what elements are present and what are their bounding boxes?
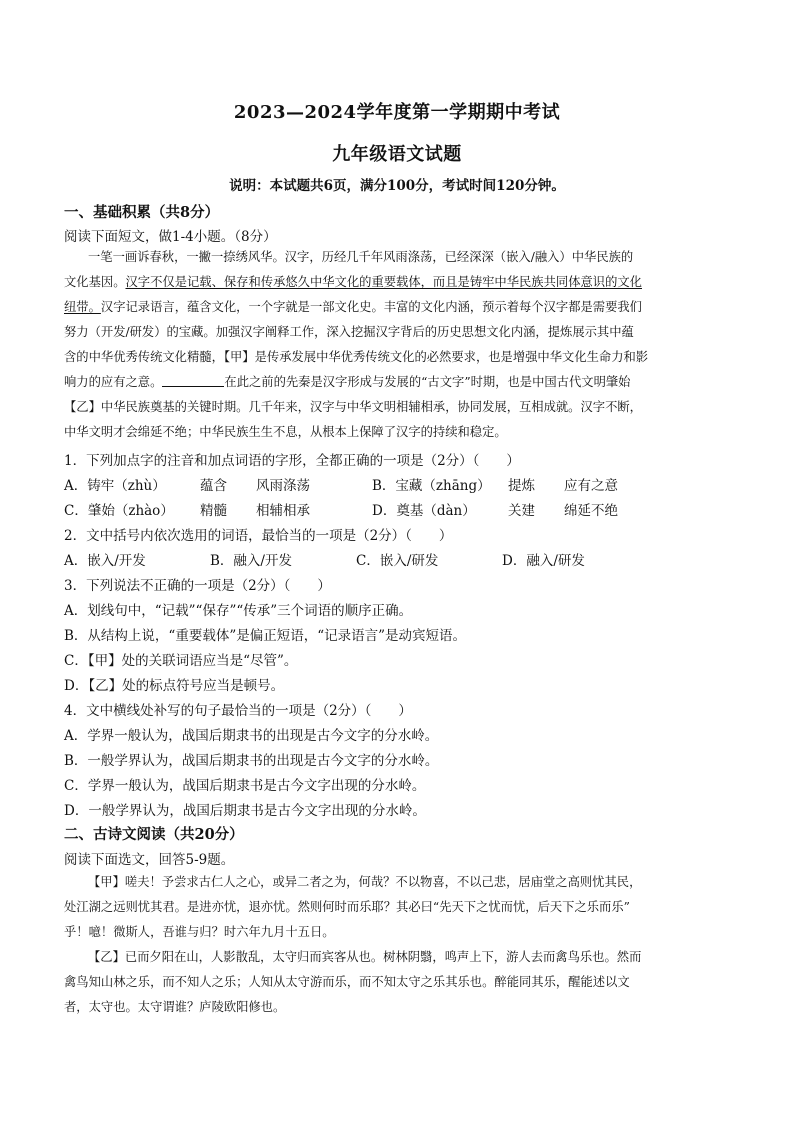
- passage-line: 一笔一画诉春秋，一撇一捺绣风华。汉字，历经几千年风雨涤荡，已经深深（嵌入/融入）中华民族的: [88, 250, 634, 264]
- passage-line: 【甲】嗟夫！予尝求古仁人之心，或异二者之为，何哉？不以物喜，不以己悲，居庙堂之高则忧其民，: [88, 875, 642, 889]
- passage-line: 文化基因。汉字不仅是记载、保存和传承悠久中华文化的重要载体，而且是铸牢中华民族共同体意识的文化: [64, 275, 642, 289]
- q2-option-a: A．嵌入/开发: [64, 553, 146, 569]
- question-3-stem: 3．下列说法不正确的一项是（2分）（ ）: [64, 578, 331, 594]
- exam-subtitle: 九年级语文试题: [332, 144, 462, 165]
- q2-option-c: C．嵌入/研发: [356, 553, 439, 569]
- underlined-sentence-end: 纽带。: [64, 300, 101, 314]
- q3-option-b: B．从结构上说，“重要载体”是偏正短语，“记录语言”是动宾短语。: [64, 628, 467, 644]
- passage-line: 响力的应有之意。 在此之前的先秦是汉字形成与发展的“古文字”时期，也是中国古代文明肇始: [64, 375, 631, 389]
- q4-option-b: B．一般学界认为，战国后期隶书的出现是古今文字的分水岭。: [64, 753, 439, 769]
- exam-title: 2023—2024学年度第一学期期中考试: [233, 102, 561, 123]
- question-2-stem: 2．文中括号内依次选用的词语，最恰当的一项是（2分）（ ）: [64, 528, 453, 544]
- q3-option-c: C．【甲】处的关联词语应当是“尽管”。: [64, 653, 298, 669]
- section2-heading: 二、古诗文阅读（共20分）: [64, 826, 244, 843]
- section1-heading: 一、基础积累（共8分）: [64, 204, 220, 221]
- passage-line: 【乙】中华民族奠基的关键时期。几千年来，汉字与中华文明相辅相承，协同发展，互相成就。汉字不断，: [64, 400, 642, 414]
- underlined-sentence: 汉字不仅是记载、保存和传承悠久中华文化的重要载体，而且是铸牢中华民族共同体意识的文化: [125, 275, 642, 289]
- passage-line: 努力（开发/研发）的宝藏。加强汉字阐释工作，深入挖掘汉字背后的历史思想文化内涵，提炼展示其中蕴: [64, 325, 634, 339]
- question-1-stem: 1．下列加点字的注音和加点词语的字形，全都正确的一项是（2分）（ ）: [64, 453, 520, 469]
- passage-line: 处江湖之远则忧其君。是进亦忧，退亦忧。然则何时而乐耶？其必曰“先天下之忧而忧，后天下之乐而乐”: [64, 900, 630, 914]
- exam-page: 2023—2024学年度第一学期期中考试 九年级语文试题 说明：本试题共6页，满分100分，考试时间120分钟。 一、基础积累（共8分） 阅读下面短文，做1-4小题。（8分） 一笔一画诉春秋，一撇一捺绣风华。汉字，历经几千年风雨涤荡，已经深深（嵌入/融入）中华民族的 文化基因。汉字不仅是记载、保存和传承悠久中华文化的重要载体，而且是铸牢中华民族共同体意识的文化 纽带。汉字记录语言，蕴含文化，一个字就是一部文化史。丰富的文化内涵，预示着每个汉字都是需要我们 努力（开发/研发）的宝藏。加强汉字阐释工作，深入挖掘汉字背后的历史思想文化内涵，提炼展示其中蕴 含的中华优秀传统文化精髓，【甲】是传承发展中华优秀传统文化的必然要求，也是增强中华文化生命力和影 响力的应有之意。 在此之前的先秦是汉字形成与发展的“古文字”时期，也是中国古代文明肇始 【乙】中华民族奠基的关键时期。几千年来，汉字与中华文明相辅相承，协同发展，互相成就。汉字不断， 中华文明才会绵延不绝；中华民族生生不息，从根本上保障了汉字的持续和稳定。 1．下列加点字的注音和加点词语的字形，全都正确的一项是（2分）（ ） A．铸牢（zhù） 蕴含 风雨涤荡 B．宝藏（zhāng） 提炼 应有之意 C．肇始（zhào） 精髓 相辅相承 D．奠基（dàn） 关建 绵延不绝 2．文中括号内依次选用的词语，最恰当的一项是（2分）（ ） A．嵌入/开发 B．融入/开发 C．嵌入/研发 D．融入/研发 3．下列说法不正确的一项是（2分）（ ） A．划线句中，“记载”“保存”“传承”三个词语的顺序正确。 B．从结构上说，“重要载体”是偏正短语，“记录语言”是动宾短语。 C．【甲】处的关联词语应当是“尽管”。 D．【乙】处的标点符号应当是顿号。 4．文中横线处补写的句子最恰当的一项是（2分）（ ） A．学界一般认为，战国后期隶书的出现是古今文字的分水岭。 B．一般学界认为，战国后期隶书的出现是古今文字的分水岭。 C．学界一般认为，战国后期隶书是古今文字出现的分水岭。 D．一般学界认为，战国后期隶书是古今文字出现的分水岭。 二、古诗文阅读（共20分） 阅读下面选文，回答5-9题。 【甲】嗟夫！予尝求古仁人之心，或异二者之为，何哉？不以物喜，不以己悲，居庙堂之高则忧其民， 处江湖之远则忧其君。是进亦忧，退亦忧。然则何时而乐耶？其必曰“先天下之忧而忧，后天下之乐而乐” 乎！噫！微斯人，吾谁与归？时六年九月十五日。 【乙】已而夕阳在山，人影散乱，太守归而宾客从也。树林阴翳，鸣声上下，游人去而禽鸟乐也。然而 禽鸟知山林之乐，而不知人之乐；人知从太守游而乐，而不知太守之乐其乐也。醉能同其乐，醒能述以文 者，太守也。太守谓谁？庐陵欧阳修也。: [0, 0, 794, 1123]
- q2-option-b: B．融入/开发: [210, 553, 292, 569]
- question-4-stem: 4．文中横线处补写的句子最恰当的一项是（2分）（ ）: [64, 703, 412, 719]
- passage-line: 乎！噫！微斯人，吾谁与归？时六年九月十五日。: [64, 925, 335, 939]
- q4-option-c: C．学界一般认为，战国后期隶书是古今文字出现的分水岭。: [64, 778, 426, 794]
- fill-blank: [162, 374, 224, 387]
- q2-option-d: D．融入/研发: [502, 553, 585, 569]
- section1-intro: 阅读下面短文，做1-4小题。（8分）: [64, 229, 277, 245]
- q4-option-d: D．一般学界认为，战国后期隶书是古今文字出现的分水岭。: [64, 803, 426, 819]
- passage-line: 中华文明才会绵延不绝；中华民族生生不息，从根本上保障了汉字的持续和稳定。: [64, 425, 507, 439]
- passage-line: 禽鸟知山林之乐，而不知人之乐；人知从太守游而乐，而不知太守之乐其乐也。醉能同其乐，醒能述以文: [64, 975, 630, 989]
- exam-instructions: 说明：本试题共6页，满分100分，考试时间120分钟。: [229, 178, 565, 194]
- passage-line: 含的中华优秀传统文化精髓，【甲】是传承发展中华优秀传统文化的必然要求，也是增强中华文化生命力和影: [64, 350, 649, 364]
- q3-option-d: D．【乙】处的标点符号应当是顿号。: [64, 678, 285, 694]
- section2-intro: 阅读下面选文，回答5-9题。: [64, 852, 235, 868]
- passage-line: 纽带。汉字记录语言，蕴含文化，一个字就是一部文化史。丰富的文化内涵，预示着每个汉字都是需要我们: [64, 300, 642, 314]
- passage-line: 者，太守也。太守谓谁？庐陵欧阳修也。: [64, 1000, 286, 1014]
- q3-option-a: A．划线句中，“记载”“保存”“传承”三个词语的顺序正确。: [64, 603, 413, 619]
- q4-option-a: A．学界一般认为，战国后期隶书的出现是古今文字的分水岭。: [64, 728, 439, 744]
- passage-line: 【乙】已而夕阳在山，人影散乱，太守归而宾客从也。树林阴翳，鸣声上下，游人去而禽鸟乐也。然而: [88, 950, 642, 964]
